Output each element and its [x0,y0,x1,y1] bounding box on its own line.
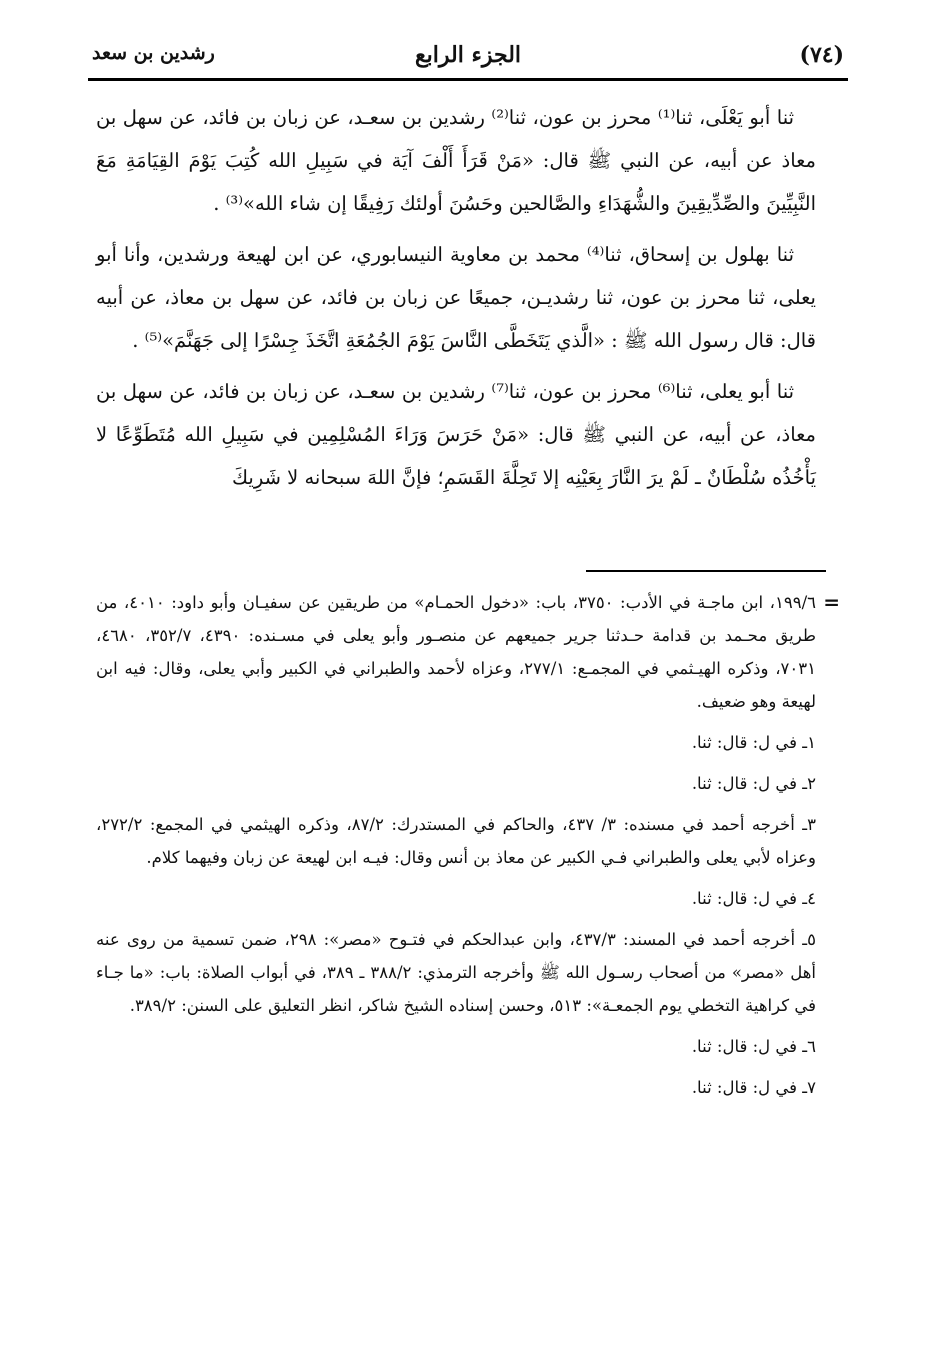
footnote-5: ٥ـ أخرجه أحمد في المسند: ٤٣٧/٣، وابن عبدالحكم في فتـوح «مصر»: ٢٩٨، ضمن تسمية من روى عنه أهل «مصر» من أصحاب رسـول الله ﷺ وأخرجه الترمذي: ٣٨٨/٢ ـ ٣٨٩، في أبواب الصلاة: باب: «ما جـاء في كراهية التخطي يوم الجمعـة»: ٥١٣، وحسن إسناده الشيخ شاكر، انظر التعليق على السنن: ٣٨٩/٢. [96,930,816,1015]
footnote-6: ٦ـ في ل: قال: ثنا. [691,1037,816,1056]
hadith-paragraph: ثنا أبو يَعْلَى، ثنا⁽¹⁾ محرز بن عون، ثنا⁽²⁾ رشدين بن سعـد، عن زبان بن فائد، عن سهل بن معاذ عن أبيه، عن النبي ﷺ قال: «مَنْ قَرَأَ أَلْفَ آيَة في سَبِيلِ الله كُتِبَ يَوْمَ القِيَامَةِ مَعَ النَّبِيِّينَ والصِّدِّيقِينَ والشُّهَدَاءِ والصَّالحين وحَسُنَ أولئك رَفِيقًا إن شاء الله»⁽³⁾ . [96,106,816,215]
footnote-1: ١ـ في ل: قال: ثنا. [691,733,816,752]
continuation-mark: = [823,590,840,614]
header-divider [88,78,848,81]
section-title: الجزء الرابع [414,42,522,68]
footnote-7: ٧ـ في ل: قال: ثنا. [691,1078,816,1097]
hadith-paragraph: ثنا أبو يعلى، ثنا⁽⁶⁾ محرز بن عون، ثنا⁽⁷⁾ رشدين بن سعـد، عن زبان بن فائد، عن سهل بن معاذ، عن أبيه، عن النبي ﷺ قال: «مَنْ حَرَسَ وَرَاءَ المُسْلِمِين في سَبِيلِ الله مُتَطَوِّعًا لا يَأْخُذُه سُلْطَانٌ ـ لَمْ يرَ النَّارَ بِعَيْنِه إلا تَحِلَّةَ القَسَمِ؛ فإنَّ اللهَ سبحانه لا شَرِيكَ [96,380,816,489]
page-header [88,38,848,78]
page-number: (٧٤) [799,42,844,68]
footnote-divider [586,570,826,572]
footnote-3: ٣ـ أخرجه أحمد في مسنده: ٣/ ٤٣٧، والحاكم في المستدرك: ٨٧/٢، وذكره الهيثمي في المجمع: ٢٧٢/٢، وعزاه لأبي يعلى والطبراني فـي الكبير عن معاذ بن أنس وقال: فيـه ابن لهيعة عن زبان وفيهما كلام. [96,815,816,867]
footnote-4: ٤ـ في ل: قال: ثنا. [691,889,816,908]
hadith-paragraph: ثنا بهلول بن إسحاق، ثنا⁽⁴⁾ محمد بن معاوية النيسابوري، عن ابن لهيعة ورشدين، وأنا أبو يعلى، ثنا محرز بن عون، ثنا رشديـن، جميعًا عن زبان بن فائد، عن سهل بن معاذ، عن أبيه قال: قال رسول الله ﷺ : «الَّذي يَتَخَطَّى النَّاسَ يَوْمَ الجُمُعَةِ اتَّخَذَ جِسْرًا إلى جَهَنَّمَ»⁽⁵⁾ . [96,243,816,352]
main-text [96,96,816,507]
running-title: رشدين بن سعد [92,42,215,64]
footnotes [96,586,840,1112]
footnote-continued: ١٩٩/٦، ابن ماجـة في الأدب: ٣٧٥٠، باب: «دخول الحمـام» من طريقين عن سفيـان وأبو داود: ٤٠١٠، من طريق محـمد بن قدامة حـدثنا جرير جميعهم عن منصـور وأبو يعلى في مسـنده: ٤٣٩٠، ٣٥٢/٧، ٤٦٨٠، ٧٠٣١، وذكره الهيـثمي في المجمـع: ٢٧٧/١، وعزاه لأحمد والطبراني في الكبير وأبي يعلى، وقال: فيه ابن لهيعة وهو ضعيف. [96,593,816,711]
footnote-2: ٢ـ في ل: قال: ثنا. [691,774,816,793]
